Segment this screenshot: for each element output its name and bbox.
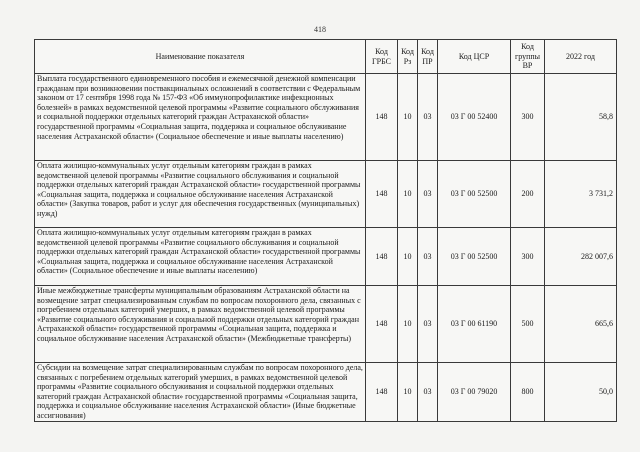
header-name: Наименование показателя xyxy=(35,40,366,74)
table-header-row xyxy=(35,40,617,74)
header-year: 2022 год xyxy=(545,40,617,74)
row-pr: 03 xyxy=(418,286,438,363)
row-grbs: 148 xyxy=(366,363,398,422)
row-name: Оплата жилищно-коммунальных услуг отдельным категориям граждан в рамках ведомственной целевой программы «Развитие социального обслуживания и социальной поддержки отдельных категорий граждан Астраханской области» государственной программы «Социальная защита, поддержка и социальное обслуживание населения Астраханской области» (Социальное обеспечение и иные выплаты населению) xyxy=(35,228,366,286)
row-grbs: 148 xyxy=(366,228,398,286)
table-row xyxy=(35,363,617,422)
row-value: 282 007,6 xyxy=(545,228,617,286)
row-csr: 03 Г 00 52400 xyxy=(438,74,511,161)
row-rz: 10 xyxy=(398,286,418,363)
row-grbs: 148 xyxy=(366,74,398,161)
row-value: 58,8 xyxy=(545,74,617,161)
header-csr: Код ЦСР xyxy=(438,40,511,74)
header-rz: Код Рз xyxy=(398,40,418,74)
row-name: Субсидии на возмещение затрат специализированным службам по вопросам похоронного дела, связанных с погребением отдельных категорий умерших, в рамках ведомственной целевой программы «Развитие социального обслуживания и социальной поддержки отдельных категорий граждан Астраханской области» государственной программы «Социальная защита, поддержка и социальное обслуживание населения Астраханской области» (Иные бюджетные ассигнования) xyxy=(35,363,366,422)
row-vr: 300 xyxy=(511,228,545,286)
row-name: Иные межбюджетные трансферты муниципальным образованиям Астраханской области на возмещение затрат специализированным службам по вопросам похоронного дела, связанных с погребением отдельных категорий умерших, в рамках ведомственной целевой программы «Развитие социального обслуживания и социальной поддержки отдельных категорий граждан Астраханской области» государственной программы «Социальная защита, поддержка и социальное обслуживание населения Астраханской области» (Межбюджетные трансферты) xyxy=(35,286,366,363)
row-csr: 03 Г 00 52500 xyxy=(438,161,511,228)
row-csr: 03 Г 00 79020 xyxy=(438,363,511,422)
row-rz: 10 xyxy=(398,74,418,161)
row-vr: 500 xyxy=(511,286,545,363)
row-pr: 03 xyxy=(418,74,438,161)
row-vr: 800 xyxy=(511,363,545,422)
header-vr: Код группы ВР xyxy=(511,40,545,74)
row-csr: 03 Г 00 52500 xyxy=(438,228,511,286)
row-rz: 10 xyxy=(398,161,418,228)
budget-table xyxy=(34,39,617,422)
table-row xyxy=(35,74,617,161)
page-number: 418 xyxy=(314,25,326,34)
row-rz: 10 xyxy=(398,363,418,422)
row-name: Оплата жилищно-коммунальных услуг отдельным категориям граждан в рамках ведомственной целевой программы «Развитие социального обслуживания и социальной поддержки отдельных категорий граждан Астраханской области» государственной программы «Социальная защита, поддержка и социальное обслуживание населения Астраханской области» (Закупка товаров, работ и услуг для обеспечения государственных (муниципальных) нужд) xyxy=(35,161,366,228)
row-pr: 03 xyxy=(418,161,438,228)
row-pr: 03 xyxy=(418,363,438,422)
row-value: 665,6 xyxy=(545,286,617,363)
header-pr: Код ПР xyxy=(418,40,438,74)
row-name: Выплата государственного единовременного пособия и ежемесячной денежной компенсации гражданам при возникновении поствакцинальных осложнений в соответствии с Федеральным законом от 17 сентября 1998 года № 157-ФЗ «Об иммунопрофилактике инфекционных болезней» в рамках ведомственной целевой программы «Развитие социального обслуживания и социальной поддержки отдельных категорий граждан Астраханской области» государственной программы «Социальная защита, поддержка и социальное обслуживание населения Астраханской области» (Социальное обеспечение и иные выплаты населению) xyxy=(35,74,366,161)
table-row xyxy=(35,286,617,363)
row-grbs: 148 xyxy=(366,161,398,228)
row-value: 50,0 xyxy=(545,363,617,422)
row-value: 3 731,2 xyxy=(545,161,617,228)
row-grbs: 148 xyxy=(366,286,398,363)
row-csr: 03 Г 00 61190 xyxy=(438,286,511,363)
row-vr: 300 xyxy=(511,74,545,161)
header-grbs: Код ГРБС xyxy=(366,40,398,74)
row-vr: 200 xyxy=(511,161,545,228)
row-pr: 03 xyxy=(418,228,438,286)
row-rz: 10 xyxy=(398,228,418,286)
table-row xyxy=(35,161,617,228)
table-row xyxy=(35,228,617,286)
